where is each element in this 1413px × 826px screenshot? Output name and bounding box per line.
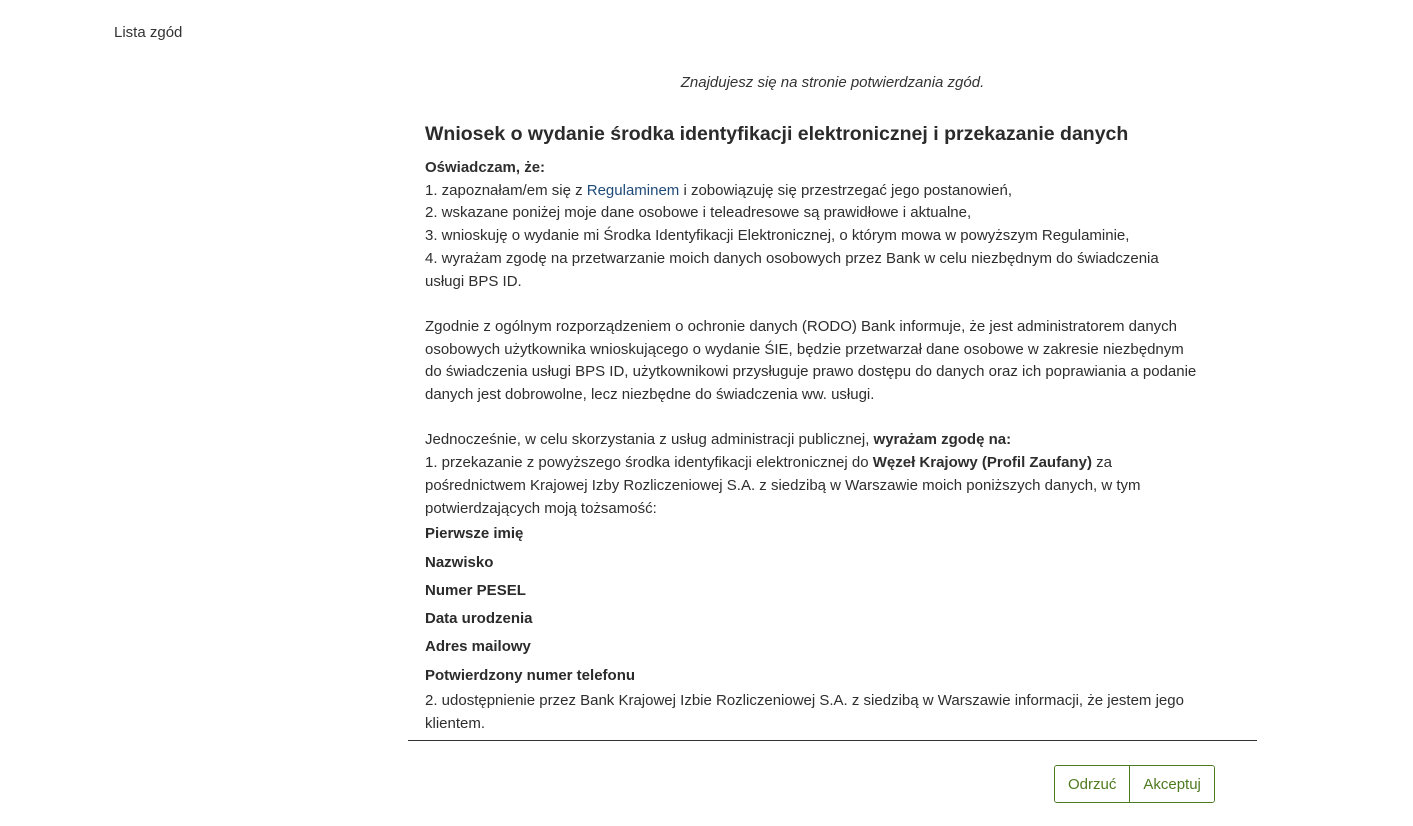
consent-item-1-recipient: Węzeł Krajowy (Profil Zaufany) [872, 454, 1092, 472]
declaration-item-1 [425, 180, 1245, 203]
consent-intro [425, 429, 1245, 452]
accept-button[interactable]: Akceptuj [1129, 766, 1214, 802]
declaration-item-1-suffix: i zobowiązuję się przestrzegać jego postanowień, [679, 181, 1012, 199]
consent-actions [1054, 765, 1215, 803]
consent-item-1-suffix: za [1091, 454, 1112, 472]
divider [408, 740, 1257, 741]
reject-button[interactable]: Odrzuć [1055, 766, 1129, 802]
rodo-line-4: danych jest dobrowolne, lecz niezbędne do świadczenia ww. usługi. [425, 386, 875, 404]
spacer [425, 407, 1245, 430]
rodo-line-3: do świadczenia usługi BPS ID, użytkownikowi przysługuje prawo dostępu do danych oraz ich poprawiania a podanie [425, 363, 1197, 381]
declaration-item-2: 2. wskazane poniżej moje dane osobowe i teleadresowe są prawidłowe i aktualne, [425, 204, 972, 222]
declaration-item-4-line-1: 4. wyrażam zgodę na przetwarzanie moich danych osobowych przez Bank w celu niezbędnym do świadczenia [425, 249, 1159, 267]
page-notice: Znajdujesz się na stronie potwierdzania zgód. [680, 74, 985, 91]
field-pesel: Numer PESEL [425, 581, 526, 599]
declaration-item-3: 3. wnioskuję o wydanie mi Środka Identyfikacji Elektronicznej, o którym mowa w powyższym Regulaminie, [425, 227, 1130, 245]
consent-item-2-line-2: klientem. [425, 714, 486, 732]
rodo-line-1: Zgodnie z ogólnym rozporządzeniem o ochronie danych (RODO) Bank informuje, że jest administratorem danych [425, 317, 1178, 335]
declaration-item-1-prefix: 1. zapoznałam/em się z [425, 181, 587, 199]
page-title: Wniosek o wydanie środka identyfikacji elektronicznej i przekazanie danych [425, 123, 1129, 145]
declaration-heading: Oświadczam, że: [425, 159, 546, 176]
consent-intro-bold: wyrażam zgodę na: [873, 431, 1012, 449]
field-phone: Potwierdzony numer telefonu [425, 666, 636, 684]
consent-intro-text: Jednocześnie, w celu skorzystania z usług administracji publicznej, [425, 431, 874, 449]
field-birth-date: Data urodzenia [425, 610, 533, 628]
consent-item-1-line-2: pośrednictwem Krajowej Izby Rozliczeniowej S.A. z siedzibą w Warszawie moich poniższych danych, w tym [425, 476, 1141, 494]
rodo-line-2: osobowych użytkownika wnioskującego o wydanie ŚIE, będzie przetwarzał dane osobowe w zakresie niezbędnym [425, 340, 1184, 358]
consent-content [425, 121, 1245, 735]
consent-item-1-line-3: potwierdzających moją tożsamość: [425, 499, 657, 517]
regulations-link[interactable]: Regulaminem [586, 181, 680, 199]
field-surname: Nazwisko [425, 553, 494, 571]
consent-item-1-prefix: 1. przekazanie z powyższego środka identyfikacji elektronicznej do [425, 454, 873, 472]
consent-item-2-line-1: 2. udostępnienie przez Bank Krajowej Izbie Rozliczeniowej S.A. z siedzibą w Warszawie informacji, że jestem jego [425, 692, 1184, 709]
declaration-item-4-line-2: usługi BPS ID. [425, 272, 522, 290]
field-email: Adres mailowy [425, 638, 531, 656]
spacer [425, 293, 1245, 316]
breadcrumb-consent-list[interactable]: Lista zgód [114, 24, 183, 41]
consent-item-1-line-1 [425, 452, 1245, 475]
data-fields-list [425, 520, 1245, 690]
field-first-name: Pierwsze imię [425, 525, 524, 543]
